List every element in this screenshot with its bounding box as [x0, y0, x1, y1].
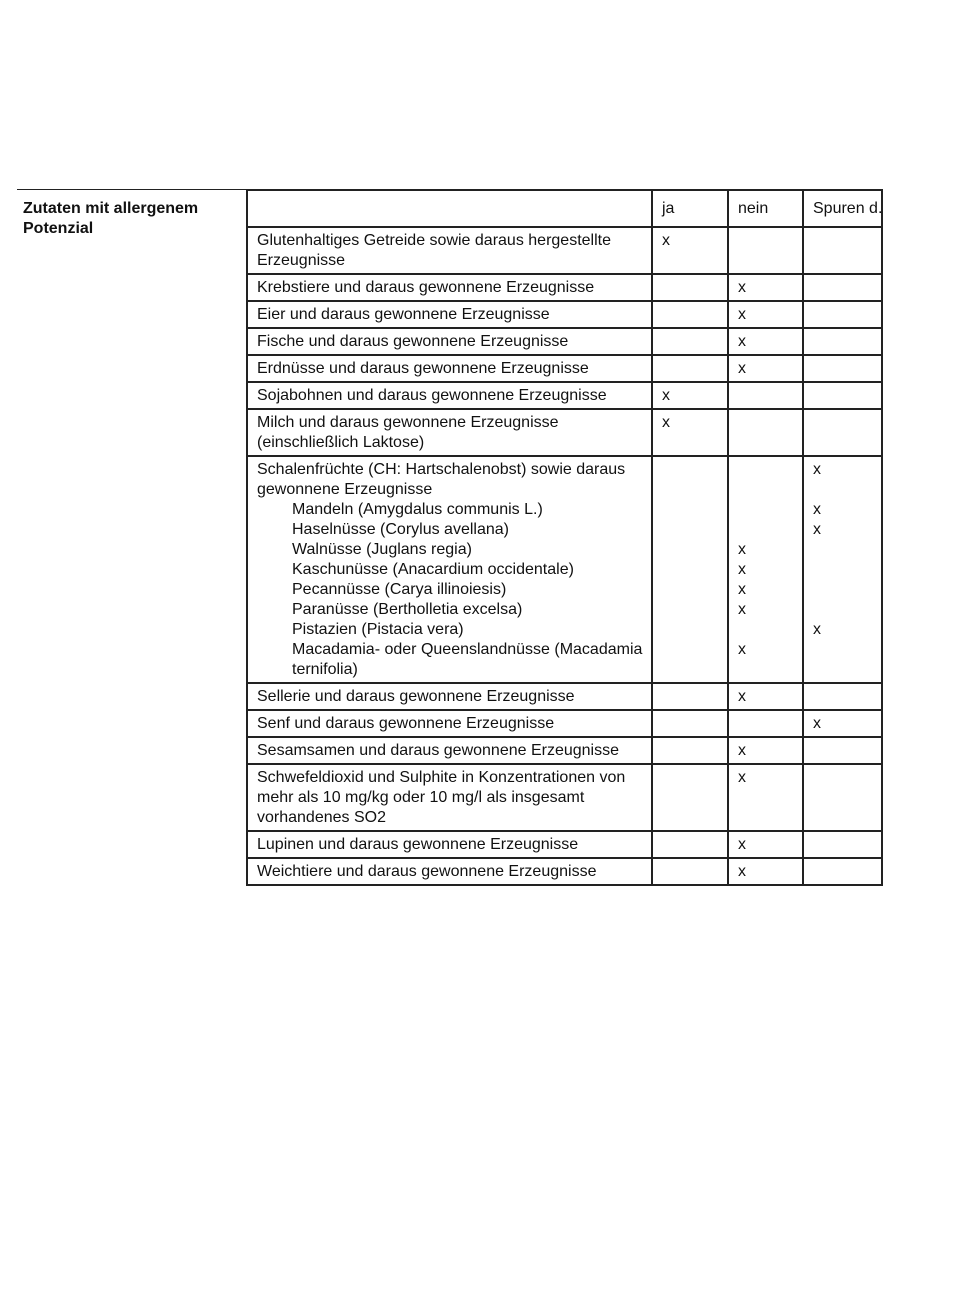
- mark-spuren: [813, 835, 879, 855]
- allergen-label-cell: [247, 328, 652, 355]
- mark-cell-ja: [652, 683, 728, 710]
- sub-mark-ja: [662, 620, 725, 640]
- mark-cell-nein: [728, 710, 803, 737]
- mark-spuren: [813, 413, 879, 433]
- sub-mark-spuren: [813, 580, 879, 600]
- mark-nein: x: [738, 769, 746, 786]
- allergen-label: Glutenhaltiges Getreide sowie daraus hergestellte Erzeugnisse: [257, 232, 611, 269]
- mark-ja: [662, 305, 725, 325]
- mark-nein: x: [738, 279, 746, 296]
- mark-spuren: [813, 741, 879, 761]
- sub-mark-spuren: [813, 560, 879, 580]
- sub-allergen-label: Kaschunüsse (Anacardium occidentale): [292, 561, 574, 578]
- mark-cell-spuren: [803, 710, 882, 737]
- table-row: [247, 764, 882, 831]
- sub-mark-ja: [662, 500, 725, 520]
- mark-ja: [662, 332, 725, 352]
- sub-allergen-label: Macadamia- oder Queenslandnüsse (Macadamia ternifolia): [292, 641, 643, 678]
- table-row: [247, 328, 882, 355]
- allergen-label: Weichtiere und daraus gewonnene Erzeugnisse: [257, 863, 597, 880]
- mark-nein: x: [738, 360, 746, 377]
- table-row: [247, 227, 882, 274]
- mark-nein: x: [738, 836, 746, 853]
- sub-allergen-label: Paranüsse (Bertholletia excelsa): [292, 601, 523, 618]
- allergen-label-cell: [247, 831, 652, 858]
- mark-cell-spuren: [803, 858, 882, 885]
- mark-cell-ja: [652, 737, 728, 764]
- sub-allergen-label: Pistazien (Pistacia vera): [292, 621, 464, 638]
- allergen-table: [246, 189, 883, 886]
- mark-cell-spuren: [803, 328, 882, 355]
- sub-mark-spuren: [813, 540, 879, 560]
- mark-spuren: x: [813, 461, 821, 478]
- sub-mark-ja: [662, 540, 725, 560]
- mark-spacer: [738, 480, 800, 500]
- mark-cell-nein: [728, 382, 803, 409]
- mark-ja: [662, 687, 725, 707]
- sub-mark-ja: [662, 580, 725, 600]
- allergen-label-cell: [247, 737, 652, 764]
- sub-allergen-label: Mandeln (Amygdalus communis L.): [292, 501, 543, 518]
- mark-spuren: [813, 768, 879, 788]
- allergen-label-cell: [247, 382, 652, 409]
- allergen-label-cell: [247, 683, 652, 710]
- sub-mark-spuren: x: [813, 621, 821, 638]
- header-empty-cell: [247, 190, 652, 227]
- table-row: [247, 409, 882, 456]
- mark-cell-ja: [652, 456, 728, 683]
- section-title: Zutaten mit allergenem Potenzial: [23, 200, 199, 237]
- mark-spuren: x: [813, 715, 821, 732]
- allergen-label-cell: [247, 227, 652, 274]
- table-row: [247, 710, 882, 737]
- mark-ja: [662, 278, 725, 298]
- mark-nein: x: [738, 863, 746, 880]
- mark-cell-ja: [652, 409, 728, 456]
- table-row: [247, 274, 882, 301]
- sub-mark-nein: x: [738, 581, 746, 598]
- mark-nein: [738, 714, 800, 734]
- sub-allergen-label: Pecannüsse (Carya illinoiesis): [292, 581, 507, 598]
- mark-cell-ja: [652, 710, 728, 737]
- mark-cell-nein: [728, 683, 803, 710]
- mark-nein: [738, 231, 800, 251]
- allergen-label: Schwefeldioxid und Sulphite in Konzentrationen von mehr als 10 mg/kg oder 10 mg/l als insgesamt vorhandenes SO2: [257, 769, 626, 826]
- mark-cell-ja: [652, 227, 728, 274]
- sub-mark-nein: x: [738, 561, 746, 578]
- mark-cell-nein: [728, 355, 803, 382]
- mark-nein: [738, 413, 800, 433]
- mark-cell-spuren: [803, 409, 882, 456]
- mark-cell-spuren: [803, 301, 882, 328]
- allergen-label: Lupinen und daraus gewonnene Erzeugnisse: [257, 836, 579, 853]
- sub-mark-nein: x: [738, 641, 746, 658]
- mark-cell-nein: [728, 764, 803, 831]
- allergen-label: Sellerie und daraus gewonnene Erzeugnisse: [257, 688, 575, 705]
- mark-cell-spuren: [803, 227, 882, 274]
- table-row: [247, 831, 882, 858]
- mark-spacer: [813, 480, 879, 500]
- sub-mark-ja: [662, 600, 725, 620]
- mark-cell-nein: [728, 409, 803, 456]
- mark-nein: x: [738, 306, 746, 323]
- mark-spuren: [813, 278, 879, 298]
- mark-cell-ja: [652, 764, 728, 831]
- mark-cell-nein: [728, 858, 803, 885]
- mark-spuren: [813, 332, 879, 352]
- allergen-label: Krebstiere und daraus gewonnene Erzeugnisse: [257, 279, 595, 296]
- mark-cell-ja: [652, 328, 728, 355]
- sub-mark-nein: [738, 500, 800, 520]
- sub-mark-nein: [738, 620, 800, 640]
- allergen-label: Senf und daraus gewonnene Erzeugnisse: [257, 715, 555, 732]
- sub-allergen-label: Walnüsse (Juglans regia): [292, 541, 472, 558]
- mark-cell-ja: [652, 858, 728, 885]
- allergen-label-cell: [247, 355, 652, 382]
- table-row: [247, 456, 882, 683]
- mark-cell-spuren: [803, 764, 882, 831]
- mark-ja: x: [662, 387, 670, 404]
- allergen-label-cell: [247, 858, 652, 885]
- allergen-label-cell: [247, 409, 652, 456]
- sub-mark-spuren: [813, 640, 879, 660]
- mark-ja: [662, 768, 725, 788]
- sub-mark-ja: [662, 520, 725, 540]
- sub-mark-nein: x: [738, 601, 746, 618]
- column-header-nein: nein: [728, 190, 803, 227]
- mark-cell-spuren: [803, 831, 882, 858]
- allergen-label-cell: [247, 456, 652, 683]
- allergen-label-cell: [247, 710, 652, 737]
- sub-mark-spuren: [813, 600, 879, 620]
- mark-cell-spuren: [803, 274, 882, 301]
- mark-cell-spuren: [803, 456, 882, 683]
- allergen-label: Fische und daraus gewonnene Erzeugnisse: [257, 333, 569, 350]
- sub-mark-spuren: x: [813, 521, 821, 538]
- mark-cell-ja: [652, 355, 728, 382]
- mark-nein: [738, 460, 800, 480]
- sub-allergen-label: Haselnüsse (Corylus avellana): [292, 521, 509, 538]
- top-rule: [17, 189, 246, 190]
- table-row: [247, 683, 882, 710]
- allergen-label: Schalenfrüchte (CH: Hartschalenobst) sowie daraus gewonnene Erzeugnisse: [257, 461, 626, 498]
- mark-spuren: [813, 687, 879, 707]
- mark-cell-nein: [728, 831, 803, 858]
- mark-cell-nein: [728, 456, 803, 683]
- mark-ja: x: [662, 232, 670, 249]
- column-header-spuren: Spuren d.: [803, 190, 882, 227]
- mark-cell-ja: [652, 382, 728, 409]
- table-row: [247, 301, 882, 328]
- allergen-label-cell: [247, 764, 652, 831]
- mark-cell-spuren: [803, 382, 882, 409]
- mark-spuren: [813, 305, 879, 325]
- allergen-label-cell: [247, 274, 652, 301]
- mark-nein: x: [738, 688, 746, 705]
- sub-mark-spuren: x: [813, 501, 821, 518]
- mark-ja: x: [662, 414, 670, 431]
- mark-cell-ja: [652, 274, 728, 301]
- sub-mark-ja: [662, 640, 725, 660]
- mark-cell-nein: [728, 227, 803, 274]
- sub-mark-nein: x: [738, 541, 746, 558]
- mark-ja: [662, 460, 725, 480]
- mark-cell-ja: [652, 301, 728, 328]
- mark-ja: [662, 359, 725, 379]
- table-row: [247, 382, 882, 409]
- allergen-label: Eier und daraus gewonnene Erzeugnisse: [257, 306, 550, 323]
- table-header-row: [247, 190, 882, 227]
- mark-ja: [662, 741, 725, 761]
- sub-mark-nein: [738, 520, 800, 540]
- mark-nein: x: [738, 742, 746, 759]
- mark-ja: [662, 862, 725, 882]
- mark-spacer: [662, 480, 725, 500]
- mark-cell-nein: [728, 301, 803, 328]
- mark-cell-ja: [652, 831, 728, 858]
- mark-cell-nein: [728, 737, 803, 764]
- mark-ja: [662, 835, 725, 855]
- mark-cell-spuren: [803, 683, 882, 710]
- mark-spuren: [813, 862, 879, 882]
- mark-cell-nein: [728, 274, 803, 301]
- mark-spuren: [813, 231, 879, 251]
- mark-ja: [662, 714, 725, 734]
- table-row: [247, 737, 882, 764]
- table-row: [247, 858, 882, 885]
- table-row: [247, 355, 882, 382]
- mark-spuren: [813, 386, 879, 406]
- allergen-label: Milch und daraus gewonnene Erzeugnisse (einschließlich Laktose): [257, 414, 559, 451]
- allergen-label: Sesamsamen und daraus gewonnene Erzeugnisse: [257, 742, 620, 759]
- mark-spuren: [813, 359, 879, 379]
- sub-mark-ja: [662, 560, 725, 580]
- mark-cell-nein: [728, 328, 803, 355]
- allergen-label: Sojabohnen und daraus gewonnene Erzeugnisse: [257, 387, 607, 404]
- allergen-label: Erdnüsse und daraus gewonnene Erzeugnisse: [257, 360, 589, 377]
- column-header-ja: ja: [652, 190, 728, 227]
- allergen-label-cell: [247, 301, 652, 328]
- mark-nein: x: [738, 333, 746, 350]
- mark-cell-spuren: [803, 355, 882, 382]
- mark-nein: [738, 386, 800, 406]
- mark-cell-spuren: [803, 737, 882, 764]
